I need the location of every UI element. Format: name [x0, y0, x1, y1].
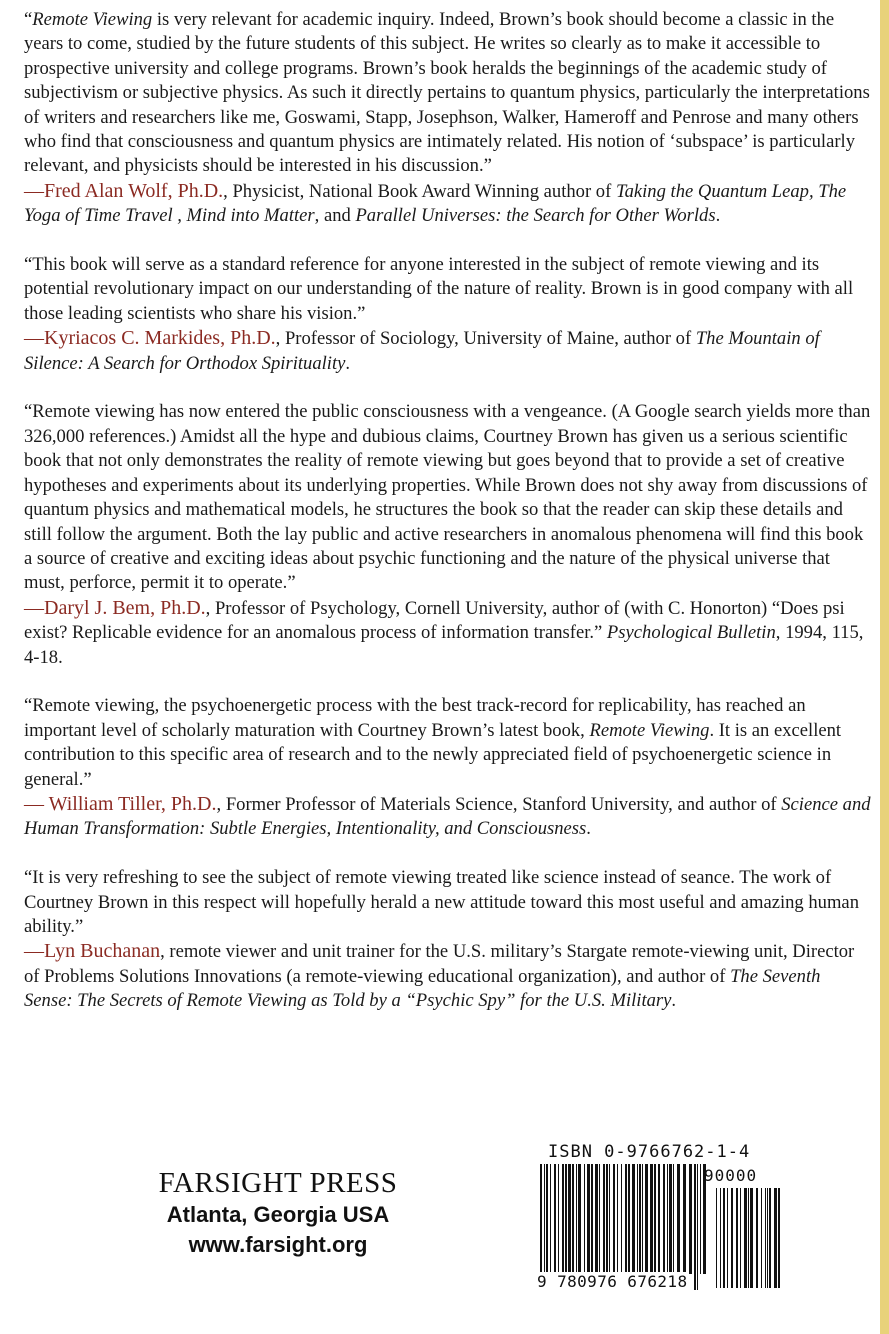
- barcode-bar: [639, 1164, 641, 1274]
- barcode-bar: [694, 1164, 696, 1290]
- attribution-text: , remote viewer and unit trainer for the U.S. military’s Stargate remote-viewing unit, Director of Problems Solutions Innovations (a remote-viewing educational organization), and author of: [24, 941, 855, 987]
- review-attribution: [24, 326, 872, 376]
- attribution-text: Parallel Universes: the Search for Other Worlds: [355, 205, 716, 227]
- review-attribution: [24, 179, 872, 229]
- review-quote: [24, 253, 872, 326]
- ean-digits: 9 780976 676218: [537, 1272, 688, 1291]
- barcode-bar: [562, 1164, 564, 1274]
- publisher-block: [118, 1166, 438, 1260]
- barcode-bar: [558, 1164, 559, 1274]
- attribution-text: , and: [314, 205, 356, 227]
- attribution-text: The Seventh Sense: The Secrets of Remote Viewing as Told by a “Psychic Spy” for the U.S. Military: [24, 965, 821, 1012]
- review-quote: [24, 400, 872, 595]
- attribution-text: .: [586, 818, 591, 840]
- barcode-bar: [568, 1164, 571, 1274]
- publisher-city: Atlanta, Georgia USA: [166, 1202, 390, 1227]
- reviewer-name: Daryl J. Bem, Ph.D.: [44, 596, 206, 619]
- barcode-bar: [736, 1188, 738, 1288]
- reviewer-name: Lyn Buchanan: [44, 940, 161, 963]
- review-attribution: [24, 792, 872, 842]
- attribution-text: , Professor of Sociology, University of Maine, author of: [275, 328, 696, 350]
- quote-text: “This book will serve as a standard reference for anyone interested in the subject of remote viewing and its potential revolutionary impact on our understanding of the nature of reality. Brown is in good company with all those leading scientists who share his vision.”: [24, 254, 854, 324]
- barcode-bar: [700, 1164, 701, 1274]
- barcode-bar: [565, 1164, 567, 1274]
- barcode-bar: [769, 1188, 771, 1288]
- publisher-url: www.farsight.org: [188, 1232, 368, 1257]
- barcode-bar: [587, 1164, 590, 1274]
- attribution-dash: —: [24, 327, 44, 350]
- barcode-bar: [720, 1188, 721, 1288]
- barcode-bar: [748, 1188, 749, 1288]
- attribution-text: .: [715, 205, 721, 227]
- barcode-bar: [716, 1188, 717, 1288]
- barcode-bar: [599, 1164, 600, 1274]
- barcode-bar: [603, 1164, 605, 1274]
- barcode-bar: [683, 1164, 686, 1274]
- barcode-bar: [697, 1164, 698, 1290]
- barcode-bar: [669, 1164, 672, 1274]
- review-block: [24, 694, 872, 841]
- barcode-bar: [740, 1188, 741, 1288]
- barcode-bar: [727, 1188, 728, 1288]
- attribution-text: , Former Professor of Materials Science, Stanford University, and author of: [216, 793, 782, 815]
- barcode-bar: [658, 1164, 660, 1274]
- barcode-bar: [778, 1188, 780, 1288]
- attribution-text: Science and Human Transformation: Subtle Energies, Intentionality, and Consciousness: [24, 793, 871, 840]
- barcode-bar: [650, 1164, 653, 1274]
- barcode-bar: [595, 1164, 598, 1274]
- barcode-bar: [632, 1164, 635, 1274]
- barcode-bar: [723, 1188, 725, 1288]
- review-block: [24, 400, 872, 669]
- barcode-bar: [591, 1164, 593, 1274]
- barcode-bar: [774, 1188, 777, 1288]
- barcode-bar: [578, 1164, 581, 1274]
- publisher-name: FARSIGHT PRESS: [158, 1167, 398, 1199]
- quote-text: “It is very refreshing to see the subject of remote viewing treated like science instead of seance. The work of Courtney Brown in this respect will hopefully herald a new attitude toward this most useful and amazing human ability.”: [24, 867, 859, 937]
- barcode-bar: [731, 1188, 733, 1288]
- barcode-bar: [613, 1164, 615, 1274]
- barcode-bar: [761, 1188, 762, 1288]
- review-attribution: [24, 939, 872, 1013]
- review-quote: [24, 866, 872, 939]
- attribution-text: Taking the Quantum Leap, The Yoga of Time Travel , Mind into Matter: [24, 180, 847, 227]
- barcode-bar: [677, 1164, 680, 1274]
- spine-edge: [880, 0, 889, 1334]
- isbn-barcode-block: [536, 1138, 784, 1318]
- reviewer-name: Kyriacos C. Markides, Ph.D.: [44, 327, 276, 350]
- barcode-bar: [642, 1164, 643, 1274]
- review-quote: [24, 694, 872, 792]
- barcode-bar: [625, 1164, 627, 1274]
- reviews-section: [24, 8, 872, 1038]
- barcode-bar: [756, 1188, 758, 1288]
- attribution-text: , Physicist, National Book Award Winning author of: [223, 180, 616, 202]
- barcode-bar: [765, 1188, 766, 1288]
- barcode-bar: [546, 1164, 548, 1274]
- attribution-text: , 1994, 115, 4-18.: [24, 622, 864, 668]
- barcode-bar: [572, 1164, 574, 1274]
- price-code: 90000: [704, 1166, 758, 1185]
- attribution-text: .: [345, 352, 351, 374]
- quote-text: “Remote viewing, the psychoenergetic process with the best track-record for replicability, has reached an important level of scholarly maturation with Courtney Brown’s latest book,: [24, 695, 806, 741]
- review-quote: [24, 8, 872, 179]
- barcode-bar: [609, 1164, 610, 1274]
- barcode-bar: [767, 1188, 768, 1288]
- isbn-label: ISBN 0-9766762-1-4: [548, 1142, 751, 1162]
- attribution-text: , Professor of Psychology, Cornell University, author of (with C. Honorton) “Does psi exist? Replicable evidence for an anomalous process of information transfer.”: [24, 597, 845, 644]
- review-block: [24, 8, 872, 229]
- attribution-dash: —: [24, 792, 49, 815]
- barcode-bar: [645, 1164, 648, 1274]
- attribution-dash: —: [24, 940, 44, 963]
- barcode-bar: [667, 1164, 668, 1274]
- quote-text: “: [24, 9, 33, 30]
- barcode-bar: [544, 1164, 545, 1274]
- quote-text: is very relevant for academic inquiry. Indeed, Brown’s book should become a classic in the years to come, studied by the future students of this subject. He writes so clearly as to make it accessible to prospective university and college programs. Brown’s book heralds the beginnings of the academic study of subjectivism or subjective physics. As such it directly pertains to quantum physics, particularly the interpretations of writers and researchers like me, Goswami, Stapp, Josephson, Walker, Hameroff and Penrose and many others who find that consciousness and quantum physics are intimately related. His notion of ‘subspace’ is particularly relevant, and physicists should be interested in his discussion.”: [24, 9, 870, 177]
- attribution-text: The Mountain of Silence: A Search for Orthodox Spirituality: [24, 328, 820, 374]
- review-attribution: [24, 596, 872, 670]
- review-block: [24, 866, 872, 1013]
- quote-text: “Remote viewing has now entered the public consciousness with a vengeance. (A Google search yields more than 326,000 references.) Amidst all the hype and dubious claims, Courtney Brown has given us a serious scientific book that not only demonstrates the reality of remote viewing but goes beyond that to provide a set of creative hypotheses and experiments about its underlying properties. While Brown does not shy away from discussions of quantum physics and mathematical models, he structures the book so that the reader can skip these details and still follow the argument. Both the lay public and active researchers in anomalous phenomena will find this book a source of creative and exciting ideas about psychic functioning and the nature of the physical universe that must, perforce, permit it to operate.”: [24, 401, 871, 594]
- barcode-bar: [637, 1164, 638, 1274]
- barcode-bar: [689, 1164, 692, 1274]
- barcode-bar: [576, 1164, 577, 1274]
- quote-text: . It is an excellent contribution to this specific area of research and to the newly appreciated field of psychoenergetic science in general.”: [24, 719, 842, 790]
- barcode-graphic: [536, 1138, 784, 1318]
- barcode-bar: [606, 1164, 608, 1274]
- attribution-dash: —: [24, 179, 44, 202]
- attribution-text: Psychological Bulletin: [606, 622, 776, 644]
- barcode-bar: [554, 1164, 556, 1274]
- reviewer-name: Fred Alan Wolf, Ph.D.: [44, 179, 224, 202]
- barcode-bar: [750, 1188, 753, 1288]
- quote-text: Remote Viewing: [32, 9, 153, 30]
- barcode-bar: [663, 1164, 665, 1274]
- attribution-dash: —: [24, 596, 44, 619]
- barcode-bar: [584, 1164, 585, 1274]
- reviewer-name: William Tiller, Ph.D.: [48, 792, 217, 815]
- barcode-bar: [628, 1164, 630, 1274]
- barcode-bar: [550, 1164, 551, 1274]
- quote-text: Remote Viewing: [589, 719, 710, 741]
- barcode-bar: [673, 1164, 674, 1274]
- attribution-text: .: [671, 990, 677, 1012]
- barcode-bar: [744, 1188, 747, 1288]
- review-block: [24, 253, 872, 376]
- barcode-bar: [654, 1164, 656, 1274]
